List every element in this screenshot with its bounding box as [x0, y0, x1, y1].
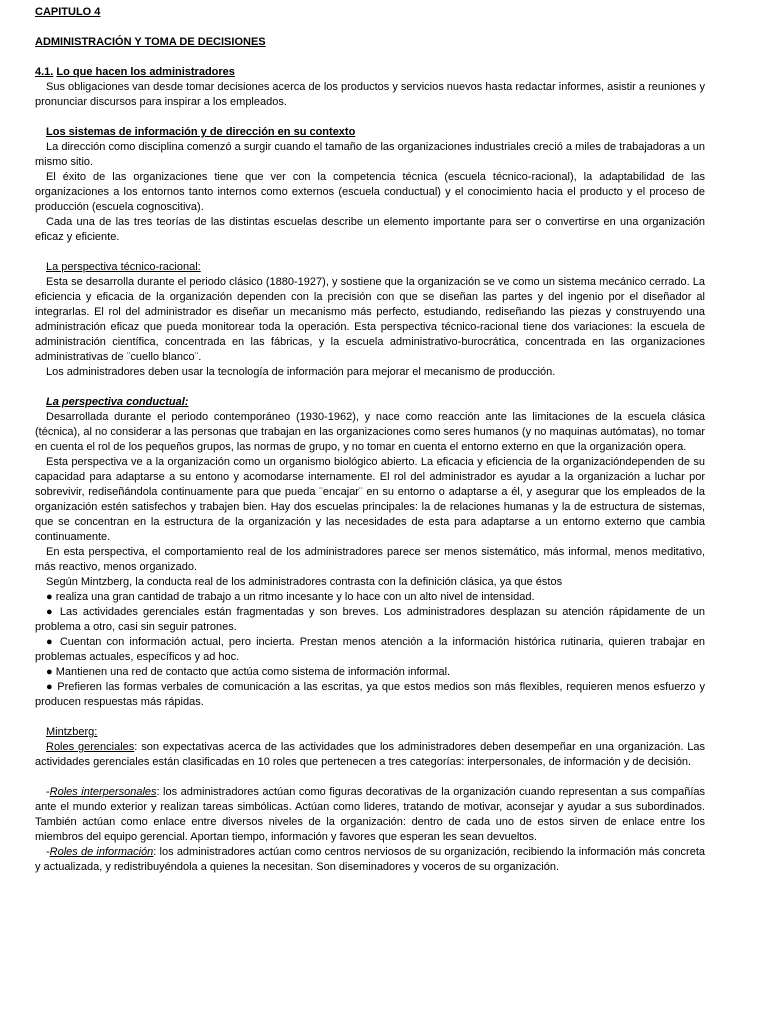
term-roles-interpersonales: Roles interpersonales — [49, 786, 157, 798]
dash-prefix: - — [46, 846, 50, 858]
bullet-item: ● Las actividades gerenciales están fragmentadas y son breves. Los administradores desplazan su atención rápidamente de un problema a otro, casi sin seguir patrones. — [35, 606, 705, 633]
spacer — [35, 710, 705, 725]
definition-text: : son expectativas acerca de las actividades que los administradores deben desempeñar en una organización. Las actividades gerenciales están clasificadas en 10 roles que pertenecen a tres categorías: interpersonales, de información y de decisión. — [35, 741, 705, 768]
paragraph: La dirección como disciplina comenzó a surgir cuando el tamaño de las organizaciones industriales creció a miles de trabajadoras a un mismo sitio. — [35, 141, 705, 168]
paragraph: Esta se desarrolla durante el periodo clásico (1880-1927), y sostiene que la organización se ve como un sistema mecánico cerrado. La eficiencia y eficacia de la organización dependen con la precisión con que se diseñan las partes y del ingenio por el diseñador al integrarlas. El rol del administrador es diseñar un mecanismo más perfecto, estudiando, rediseñando las piezas y construyendo una administración eficaz que pueda monitorear toda la operación. Esta perspectiva técnico-racional tiene dos variaciones: la escuela de administración científica, concentrada en las fábricas, y la escuela administrativo-burocrática, concentrada en las organizaciones administrativas de ¨cuello blanco¨. — [35, 276, 705, 363]
bullet-item: ● realiza una gran cantidad de trabajo a un ritmo incesante y lo hace con un alto nivel de intensidad. — [46, 591, 535, 603]
section-4-1-heading — [35, 65, 705, 80]
paragraph: Sus obligaciones van desde tomar decisiones acerca de los productos y servicios nuevos hasta redactar informes, asistir a reuniones y pronunciar discursos para inspirar a los empleados. — [35, 81, 705, 108]
section-title: Lo que hacen los administradores — [56, 66, 235, 78]
dash-prefix: - — [46, 786, 50, 798]
bullet-item: ● Cuentan con información actual, pero incierta. Prestan menos atención a la información histórica rutinaria, quieren trabajar en problemas actuales, específicos y ad hoc. — [35, 636, 705, 663]
paragraph: Los administradores deben usar la tecnología de información para mejorar el mecanismo de producción. — [46, 366, 556, 378]
section-heading-conductual: La perspectiva conductual: — [46, 396, 189, 408]
spacer — [35, 110, 705, 125]
bullet-item: ● Mantienen una red de contacto que actúa como sistema de información informal. — [46, 666, 451, 678]
paragraph: En esta perspectiva, el comportamiento real de los administradores parece ser menos sistemático, más informal, menos meditativo, más reactivo, menos organizado. — [35, 546, 705, 573]
bullet-item: ● Prefieren las formas verbales de comunicación a las escritas, ya que estos medios son más flexibles, requieren menos esfuerzo y producen respuestas más rápidas. — [35, 681, 705, 708]
section-heading-mintzberg: Mintzberg: — [46, 726, 98, 738]
definition-text: : los administradores actúan como figuras decorativas de la organización cuando representan a sus compañías ante el mundo exterior y realizan tareas simbólicas. Actúan como lideres, tratando de motivar, aconsejar y ayudar a sus subordinados. También actúan como enlace entre diversos niveles de la organización: dentro de cada uno de estos sirven de enlace entre los miembros del equipo gerencial. Aportan tiempo, información y favores que esperan les sean devueltos. — [35, 786, 705, 843]
term-roles-informacion: Roles de información — [49, 846, 154, 858]
paragraph-roles-informacion — [35, 845, 705, 875]
spacer — [35, 245, 705, 260]
main-title: ADMINISTRACIÓN Y TOMA DE DECISIONES — [35, 36, 266, 48]
section-number: 4.1. — [35, 66, 54, 78]
spacer — [35, 380, 705, 395]
spacer — [35, 50, 705, 65]
paragraph: Según Mintzberg, la conducta real de los administradores contrasta con la definición clásica, ya que éstos — [46, 576, 563, 588]
spacer — [35, 20, 705, 35]
spacer — [35, 770, 705, 785]
paragraph: El éxito de las organizaciones tiene que ver con la competencia técnica (escuela técnico-racional), la adaptabilidad de las organizaciones a los entornos tanto internos como externos (escuela conductual) y el conocimiento hacia el producto y el proceso de producción (escuela cognoscitiva). — [35, 171, 705, 213]
paragraph: Esta perspectiva ve a la organización como un organismo biológico abierto. La eficacia y eficiencia de la organizacióndependen de su capacidad para adaptarse a su entono y acomodarse internamente. El rol del administrador es ayudar a la organización a luchar por sobrevivir, rediseñándola continuamente para que pueda ¨encajar¨ en su entorno o adaptarse a él, y asegurar que los empleados de la organización estén satisfechos y trabajen bien. Hay dos escuelas principales: la de relaciones humanas y la de estructura de sistemas, que se concentran en la estructura de la organización y las necesidades de esta para adaptarse a un entorno externo que cambia continuamente. — [35, 456, 705, 543]
chapter-heading: CAPITULO 4 — [35, 6, 101, 18]
paragraph: Cada una de las tres teorías de las distintas escuelas describe un elemento importante para ser o convertirse en una organización eficaz y eficiente. — [35, 216, 705, 243]
term-roles-gerenciales: Roles gerenciales — [46, 741, 135, 753]
paragraph: Desarrollada durante el periodo contemporáneo (1930-1962), y nace como reacción ante las limitaciones de la escuela clásica (técnica), al no considerar a las personas que trabajan en las organizaciones como seres humanos (y no maquinas autómatas), no tomar en cuenta el rol de los pequeños grupos, las normas de grupo, y no tomar en cuenta el entorno externo en que la organización opera. — [35, 411, 705, 453]
definition-text: : los administradores actúan como centros nerviosos de su organización, recibiendo la información más concreta y actualizada, y redistribuyéndola a quienes la necesitan. Son diseminadores y voceros de su organización. — [35, 846, 705, 873]
section-heading-tecnico: La perspectiva técnico-racional: — [46, 261, 201, 273]
paragraph-roles-gerenciales — [35, 740, 705, 770]
section-heading-sistemas: Los sistemas de información y de dirección en su contexto — [46, 126, 356, 138]
paragraph-roles-interpersonales — [35, 785, 705, 845]
